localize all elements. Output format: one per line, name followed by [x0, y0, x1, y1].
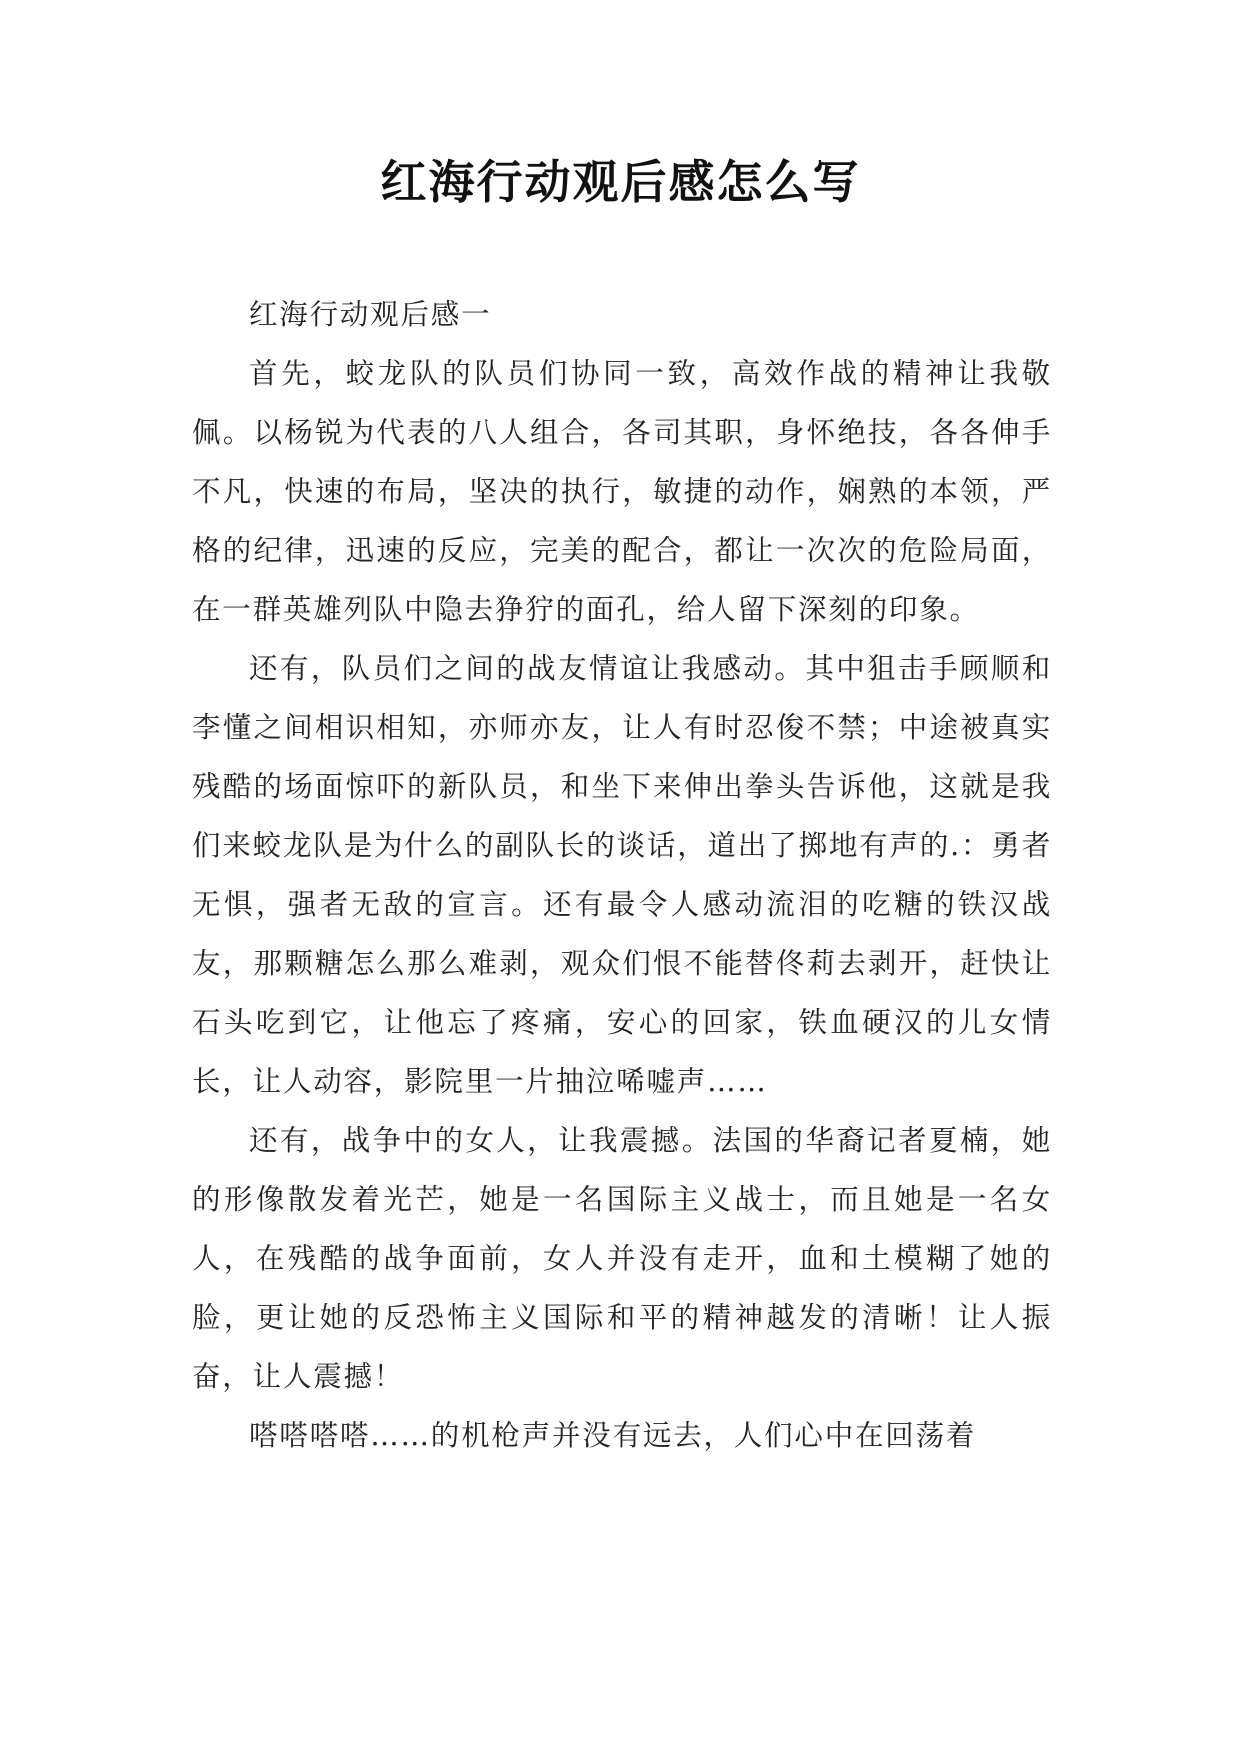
paragraph: 还有，队员们之间的战友情谊让我感动。其中狙击手顾顺和李懂之间相识相知，亦师亦友，让人有时忍俊不禁；中途被真实残酷的场面惊吓的新队员，和坐下来伸出拳头告诉他，这就是我们来蛟龙队是为什么的副队长的谈话，道出了掷地有声的.：勇者无惧，强者无敌的宣言。还有最令人感动流泪的吃糖的铁汉战友，那颗糖怎么那么难剥，观众们恨不能替佟莉去剥开，赶快让石头吃到它，让他忘了疼痛，安心的回家，铁血硬汉的儿女情长，让人动容，影院里一片抽泣唏嘘声…… — [192, 652, 1052, 1098]
paragraph: 首先，蛟龙队的队员们协同一致，高效作战的精神让我敬佩。以杨锐为代表的八人组合，各司其职，身怀绝技，各各伸手不凡，快速的布局，坚决的执行，敏捷的动作，娴熟的本领，严格的纪律，迅速的反应，完美的配合，都让一次次的危险局面，在一群英雄列队中隐去狰狞的面孔，给人留下深刻的印象。 — [192, 357, 1052, 626]
document-body — [192, 285, 1052, 1465]
paragraph: 嗒嗒嗒嗒……的机枪声并没有远去，人们心中在回荡着 — [249, 1419, 977, 1452]
paragraph: 还有，战争中的女人，让我震撼。法国的华裔记者夏楠，她的形像散发着光芒，她是一名国际主义战士，而且她是一名女人，在残酷的战争面前，女人并没有走开，血和土模糊了她的脸，更让她的反恐怖主义国际和平的精神越发的清晰！让人振奋，让人震撼！ — [192, 1124, 1052, 1393]
document-title: 红海行动观后感怎么写 — [380, 155, 861, 209]
section-heading: 红海行动观后感一 — [249, 298, 492, 331]
